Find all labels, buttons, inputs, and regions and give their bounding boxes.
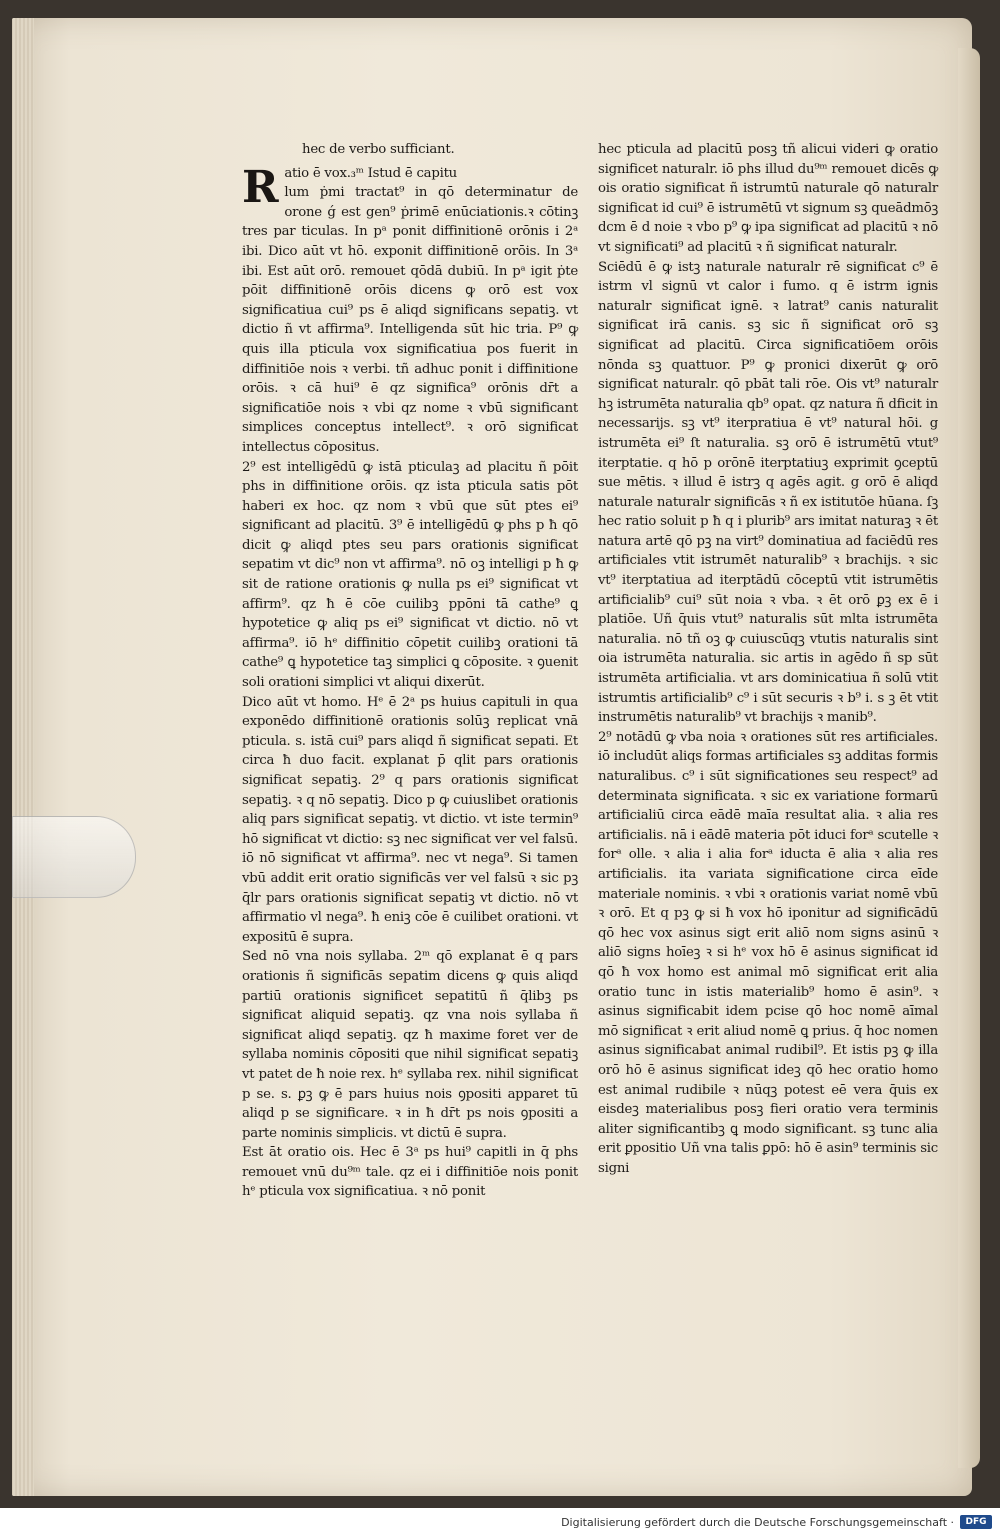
paragraph: Est āt oratio ois. Hec ē 3ᵃ ps hui⁹ capitli in q̄ phs remouet vnū du⁹ᵐ tale. qz ei i diffinitiōe nois ponit hᵉ pticula vox significatiua. ꝛ nō ponit <box>242 1145 578 1200</box>
paragraph: atio ē vox.₃ᵐ Istud ē capitu lum ṗmi tractat⁹ in qō determinatur de orone ǵ est gen⁹ ṗrimē enūciationis.ꝛ cōtinꝫ tres par ticulas. In pᵃ ponit diffinitionē orōnis i 2ᵃ ibi. Dico aūt vt hō. exponit diffinitionē orōis. In 3ᵃ ibi. Est aūt orō. remouet qōdā dubiū. In pᵃ igit ṗte pōit diffinitionē orōis dicens ꝙ orō est vox significatiua cui⁹ ps ē aliqd significans sepatiꝫ. vt dictio ñ vt affirma⁹. Intelligenda sūt hic tria. P⁹ ꝙ quis illa pticula vox significatiua pos fuerit in diffinitiōe nois ꝛ verbi. tñ adhuc ponit i diffinitione orōis. ꝛ cā hui⁹ ē qz significa⁹ orōnis dr̄t a significatiōe nois ꝛ vbi qz nome ꝛ vbū significant simplices conceptus intellect⁹. ꝛ orō significat intellectus cōpositus. <box>242 165 578 455</box>
right-text-column <box>598 140 938 1178</box>
left-text-column <box>242 140 578 1202</box>
digitization-footer <box>0 1508 1000 1536</box>
paragraph: hec pticula ad placitū posꝫ tñ alicui videri ꝙ oratio significet naturalr. iō phs illud du⁹ᵐ remouet dicēs ꝙ ois oratio significat ñ istrumtū naturale qō naturalr significat id cui⁹ ē istrumētū vt signum sꝫ queādmōꝫ dcm ē d noie ꝛ vbo p⁹ ꝙ ipa significat ad placitū ꝛ nō vt significati⁹ ad placitū ꝛ ñ significat naturalr. <box>598 142 938 255</box>
page-clip <box>12 816 136 898</box>
paragraph: Sed nō vna nois syllaba. 2ᵐ qō explanat ē q pars orationis ñ significās sepatim dicens ꝙ quis aliqd partiū orationis significet sepatitū ñ q̄libꝫ ps significat aliquid sepatiꝫ. qz vna nois syllaba ñ significat aliqd sepatiꝫ. qz ħ maxime foret ver de syllaba nominis cōpositi que nihil significat sepatiꝫ vt patet de ħ noie rex. hᵉ syllaba rex. nihil significat p se. s. ꝑꝫ ꝙ ē pars huius nois ꝯpositi apparet tū aliqd p se significare. ꝛ in ħ dr̄t ps nois ꝯpositi a parte nominis simplicis. vt dictū ē supra. <box>242 949 578 1141</box>
column-heading: hec de verbo sufficiant. <box>302 142 455 157</box>
initial-capital: R <box>242 161 279 213</box>
paragraph: Dico aūt vt homo. Hᵉ ē 2ᵃ ps huius capituli in qua exponēdo diffinitionē orationis solūꝫ replicat vnā pticula. s. istā cui⁹ pars aliqd ñ significat sepati. Et circa ħ duo facit. explanat p̄ qlit pars orationis significat sepatiꝫ. 2⁹ q pars orationis significat sepatiꝫ. ꝛ q nō sepatiꝫ. Dico p ꝙ cuiuslibet orationis aliq pars significat sepatiꝫ. vt dictio. vt iste termin⁹ hō significat vt dictio: sꝫ nec significat ver vel falsū. iō nō significat vt affirma⁹. nec vt nega⁹. Si tamen vbū addit erit oratio significās ver vel falsū ꝛ sic pꝫ q̄lr pars orationis significat sepatiꝫ vt dictio. nō vt affirmatio vl nega⁹. ħ eniꝫ cōe ē cuilibet orationi. vt expositū ē supra. <box>242 694 578 945</box>
paragraph: Sciēdū ē ꝙ istꝫ naturale naturalr rē significat c⁹ ē istrm vl signū vt calor i fumo. q ē istrm ignis naturalr significat ignē. ꝛ latrat⁹ canis naturalit significat irā canis. sꝫ sic ñ significat orō sꝫ significat ad placitū. Circa significatiōem orōis nōnda sꝫ quattuor. P⁹ ꝙ pronici dixerūt ꝙ orō significat naturalr. qō pbāt tali rōe. Ois vt⁹ naturalr hꝫ istrumēta naturalia qb⁹ opat. qz natura ñ dficit in necessarijs. sꝫ vt⁹ iterpratiua ē vt⁹ natural hōi. g istrumēta ei⁹ ſt naturalia. sꝫ orō ē istrumētū vtut⁹ iterptatie. q hō p orōnē iterptatiuꝫ exprimit ꝯceptū sue mētis. ꝛ illud ē istrꝫ q agēs agit. g orō ē aliqd naturale naturalr significās ꝛ ñ ex istitutōe hūana. ſꝫ hec ratio soluit p ħ q i plurib⁹ ars imitat naturaꝫ ꝛ ēt natura artē qō pꝫ na virt⁹ dominatiua ad faciēdū res artificiales vtit istrumēt naturalib⁹ ꝛ brachijs. ꝛ sic vt⁹ iterptatiua ad iterptādū cōceptū vtit istrumētis artificialib⁹ cui⁹ sūt noia ꝛ vba. ꝛ ēt orō ꝑꝫ ex ē i platiōe. Uñ q̄uis vtut⁹ naturalis sūt mlta istrumēta naturalia. nō tñ oꝫ ꝙ cuiuscūqꝫ vtutis naturalis sint oia istrumēta naturalia. sic artis in agēdo ñ sp sūt istrumēta artificialia. vt ars dominicatiua ñ solū vtit istrumtis artificialib⁹ c⁹ i sūt securis ꝛ b⁹ i. s ꝫ ēt vtit instrumētis naturalib⁹ vt brachijs ꝛ manib⁹. <box>598 259 938 726</box>
paragraph: 2⁹ est intelligēdū ꝙ istā pticulaꝫ ad placitu ñ pōit phs in diffinitione orōis. qz ista pticula satis pōt haberi ex hoc. qz nom ꝛ vbū que sūt ptes ei⁹ significant ad placitū. 3⁹ ē intelligēdū ꝙ phs p ħ qō dicit ꝙ aliqd ptes seu pars orationis significat sepatim vt dic⁹ non vt affirma⁹. nō oꝫ intelligi p ħ ꝙ sit de ratione orationis ꝙ nulla ps ei⁹ significat vt affirm⁹. qz ħ ē cōe cuilibꝫ ppōni tā cathe⁹ ꝗ hypotetice ꝙ aliq ps ei⁹ significat vt dictio. nō vt affirma⁹. iō hᵉ diffinitio cōpetit cuilibꝫ orationi tā cathe⁹ ꝗ hypotetice taꝫ simplici ꝗ cōposite. ꝛ ꝯuenit soli orationi simplici vt aliqui dixerūt. <box>242 459 578 691</box>
page-curl-edge <box>958 48 980 1468</box>
paragraph: 2⁹ notādū ꝙ vba noia ꝛ orationes sūt res artificiales. iō includūt aliqs formas artificiales sꝫ additas formis naturalibus. c⁹ i sūt significationes seu respect⁹ ad determinata significata. ꝛ sic ex variatione formarū artificialiū circa eādē maīa resultat alia. ꝛ alia res artificialis. nā i eādē materia pōt iduci forᵃ scutelle ꝛ forᵃ olle. ꝛ alia i alia forᵃ iducta ē alia ꝛ alia res artificialis. ita variata significatione circa eīde materiale nominis. ꝛ vbi ꝛ orationis variat nomē vbū ꝛ orō. Et q pꝫ ꝙ si ħ vox hō iponitur ad significādū qō hec vox asinus sigt erit aliō nom signs asinū ꝛ aliō signs hoīeꝫ ꝛ si hᵉ vox hō ē asinus significat id qō ħ vox homo est animal mō significat erit alia oratio tunc in istis materialib⁹ homo ē asin⁹. ꝛ asinus significabit idem pcise qō hoc nomē aīmal mō significat ꝛ erit aliud nomē ꝗ prius. q̄ hoc nomen asinus significabat animal rudibil⁹. Et istis pꝫ ꝙ illa orō hō ē asinus significat ideꝫ qō hec oratio homo est animal rudibile ꝛ nūqꝫ potest eē vera q̄uis ex eisdeꝫ materialibus posꝫ fieri oratio vera terminis aliter significantibꝫ ꝗ modo significant. sꝫ tunc alia erit ꝑpositio Uñ vna talis ꝑpō: hō ē asin⁹ terminis sic signi <box>598 729 938 1176</box>
funding-credit: Digitalisierung gefördert durch die Deutsche Forschungsgemeinschaft · <box>561 1516 954 1529</box>
page-edge <box>12 18 34 1496</box>
dfg-logo: DFG <box>960 1515 992 1529</box>
